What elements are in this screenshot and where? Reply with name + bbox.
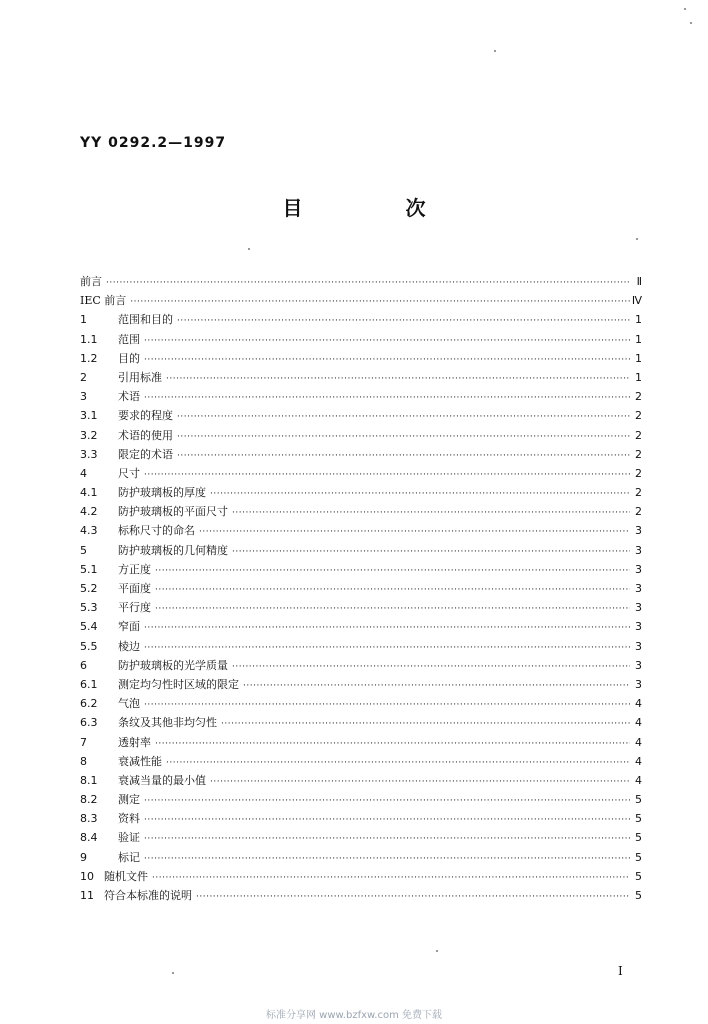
table-of-contents [80,272,642,905]
toc-entry-title: 衰减当量的最小值 [118,773,206,787]
toc-entry-page: 3 [635,677,642,691]
toc-leader-dots [196,888,630,907]
toc-leader-dots [166,370,630,389]
toc-entry-page: 5 [635,793,642,807]
toc-entry-page: 2 [635,466,642,480]
toc-entry-number: 6.1 [80,677,98,691]
toc-leader-dots [243,677,630,696]
scan-speck [248,248,250,250]
toc-entry-number: 5.3 [80,601,98,615]
toc-entry-title: 窄面 [118,620,140,634]
toc-entry-page: 5 [635,869,642,883]
toc-leader-dots [144,850,630,869]
toc-entry-number: 4.3 [80,524,98,538]
toc-entry-title: 要求的程度 [118,409,173,423]
toc-entry [80,598,642,617]
toc-entry-title: 范围 [118,332,140,346]
toc-entry [80,713,642,732]
toc-entry-page: 3 [635,658,642,672]
toc-entry-page: 3 [635,620,642,634]
toc-leader-dots [144,351,630,370]
scan-speck [684,8,686,10]
toc-entry-number: 4.2 [80,505,98,519]
toc-entry [80,656,642,675]
toc-entry-page: 3 [635,543,642,557]
toc-entry-page: 2 [635,428,642,442]
toc-entry-title: 目的 [118,351,140,365]
scan-speck [690,22,692,24]
toc-leader-dots [232,543,630,562]
toc-entry-number: 5.1 [80,562,98,576]
toc-entry-page: Ⅳ [631,294,642,308]
toc-entry-number: 4 [80,466,87,480]
toc-leader-dots [144,332,630,351]
toc-leader-dots [199,523,630,542]
toc-entry-page: 5 [635,889,642,902]
toc-entry [80,752,642,771]
toc-entry-title: 引用标准 [118,370,162,384]
toc-entry [80,445,642,464]
toc-entry [80,272,642,291]
toc-entry [80,291,642,310]
toc-entry-number: 3.2 [80,428,98,442]
toc-entry-title: 衰减性能 [118,754,162,768]
toc-entry-number: 8 [80,754,87,768]
toc-leader-dots [144,466,630,485]
toc-entry-page: 2 [635,390,642,404]
toc-entry [80,790,642,809]
toc-entry-number: 5.5 [80,639,98,653]
toc-leader-dots [232,658,630,677]
toc-entry-page: 2 [635,486,642,500]
toc-leader-dots [130,293,630,312]
toc-entry-title: 术语 [118,390,140,404]
toc-entry-number: 5.4 [80,620,98,634]
toc-entry-number: 3.1 [80,409,98,423]
scan-speck [494,50,496,52]
toc-leader-dots [155,600,630,619]
toc-leader-dots [177,408,630,427]
toc-entry [80,771,642,790]
toc-entry [80,483,642,502]
toc-entry-number: 1.2 [80,351,98,365]
toc-leader-dots [155,581,630,600]
toc-leader-dots [166,754,630,773]
toc-entry-title: 符合本标准的说明 [104,889,192,902]
toc-entry [80,387,642,406]
toc-entry-title: 术语的使用 [118,428,173,442]
toc-entry [80,368,642,387]
toc-entry-page: 4 [635,754,642,768]
page-number: Ⅰ [618,964,623,978]
toc-entry-page: 1 [635,313,642,327]
toc-entry-page: 1 [635,351,642,365]
toc-leader-dots [221,715,630,734]
toc-leader-dots [232,504,630,523]
toc-entry-page: 5 [635,831,642,845]
toc-entry-title: 方正度 [118,562,151,576]
toc-entry-title: 前言 [80,275,102,288]
toc-entry-number: 6 [80,658,87,672]
toc-entry-page: 4 [635,735,642,749]
toc-entry-page: 3 [635,601,642,615]
toc-entry [80,848,642,867]
toc-entry [80,502,642,521]
toc-entry-page: 3 [635,639,642,653]
toc-entry-page: 5 [635,812,642,826]
toc-entry-number: 8.3 [80,812,98,826]
toc-leader-dots [177,447,630,466]
toc-entry-title: 尺寸 [118,466,140,480]
toc-entry-number: 5 [80,543,87,557]
page-title: 目 次 [282,196,474,220]
toc-entry-title: 防护玻璃板的光学质量 [118,658,228,672]
toc-entry [80,675,642,694]
toc-entry-title: 气泡 [118,697,140,711]
scan-speck [636,238,638,240]
toc-entry-title: 防护玻璃板的厚度 [118,486,206,500]
toc-entry [80,330,642,349]
toc-entry [80,867,642,886]
toc-entry-title: 防护玻璃板的几何精度 [118,543,228,557]
toc-entry-page: 1 [635,370,642,384]
toc-entry-title: 测定 [118,793,140,807]
toc-leader-dots [210,485,630,504]
toc-leader-dots [144,389,630,408]
toc-entry-title: 范围和目的 [118,313,173,327]
toc-entry [80,521,642,540]
toc-entry [80,886,642,905]
toc-entry-title: 平面度 [118,582,151,595]
toc-entry [80,560,642,579]
toc-leader-dots [155,562,630,581]
toc-leader-dots [144,619,630,638]
toc-leader-dots [152,869,630,888]
standard-code: YY 0292.2—1997 [80,135,227,151]
toc-entry-number: 11 [80,889,94,902]
toc-entry-page: 3 [635,524,642,538]
toc-entry-title: 透射率 [118,735,151,749]
toc-entry-number: 8.1 [80,773,98,787]
toc-entry [80,541,642,560]
toc-entry [80,579,642,598]
toc-entry-title: 验证 [118,831,140,845]
toc-entry-title: 资料 [118,812,140,826]
toc-entry-title: 平行度 [118,601,151,615]
toc-leader-dots [144,811,630,830]
toc-entry [80,310,642,329]
toc-entry-number: 3.3 [80,447,98,461]
toc-entry-number: 2 [80,370,87,384]
toc-entry-page: 1 [635,332,642,346]
toc-entry-page: 4 [635,716,642,730]
toc-entry-title: 限定的术语 [118,447,173,461]
toc-entry-title: 标记 [118,850,140,864]
toc-entry [80,733,642,752]
toc-entry [80,464,642,483]
toc-entry [80,828,642,847]
toc-entry-number: 5.2 [80,582,98,595]
toc-entry-page: 3 [635,582,642,595]
toc-leader-dots [144,830,630,849]
toc-entry [80,406,642,425]
toc-entry [80,637,642,656]
toc-leader-dots [177,428,630,447]
toc-entry-title: 防护玻璃板的平面尺寸 [118,505,228,519]
toc-entry [80,349,642,368]
toc-entry-title: IEC 前言 [80,294,127,308]
toc-entry-title: 条纹及其他非均匀性 [118,716,217,730]
toc-entry-number: 6.3 [80,716,98,730]
toc-entry-page: 5 [635,850,642,864]
toc-entry-number: 7 [80,735,87,749]
toc-entry-page: 2 [635,505,642,519]
toc-entry-number: 1.1 [80,332,98,346]
toc-entry-title: 标称尺寸的命名 [118,524,195,538]
toc-entry-page: 3 [635,562,642,576]
toc-entry-number: 3 [80,390,87,404]
toc-entry-page: 2 [635,409,642,423]
toc-entry [80,809,642,828]
toc-entry [80,617,642,636]
scan-speck [172,972,174,974]
toc-entry-number: 4.1 [80,486,98,500]
toc-entry-page: Ⅱ [636,275,642,288]
toc-leader-dots [106,274,630,293]
toc-leader-dots [155,735,630,754]
toc-leader-dots [210,773,630,792]
toc-entry-number: 10 [80,869,94,883]
scan-speck [436,950,438,952]
toc-entry [80,694,642,713]
toc-entry-number: 8.4 [80,831,98,845]
toc-entry-page: 2 [635,447,642,461]
toc-leader-dots [144,792,630,811]
toc-entry-number: 1 [80,313,87,327]
toc-entry-title: 测定均匀性时区域的限定 [118,677,239,691]
toc-entry-number: 9 [80,850,87,864]
toc-leader-dots [177,312,630,331]
toc-entry-page: 4 [635,773,642,787]
toc-entry [80,426,642,445]
toc-entry-number: 6.2 [80,697,98,711]
watermark: 标准分享网 www.bzfxw.com 免费下载 [266,1010,442,1021]
toc-entry-page: 4 [635,697,642,711]
toc-entry-title: 棱边 [118,639,140,653]
toc-entry-title: 随机文件 [104,869,148,883]
toc-entry-number: 8.2 [80,793,98,807]
